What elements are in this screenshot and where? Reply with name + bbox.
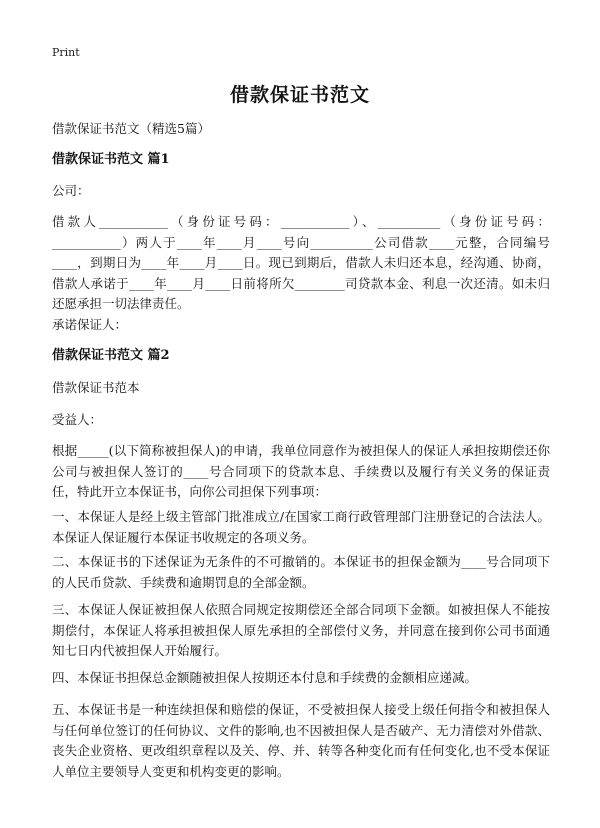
section-2-item-2: 二、本保证书的下述保证为无条件的不可撤销的。本保证书的担保金额为____号合同项下的人民币贷款、手续费和逾期罚息的全部金额。	[52, 554, 550, 590]
section-2-beneficiary: 受益人：	[52, 412, 103, 427]
section-1-heading: 借款保证书范文 篇1	[52, 152, 170, 167]
section-2-heading: 借款保证书范文 篇2	[52, 348, 170, 363]
section-2-item-3: 三、本保证人保证被担保人依照合同规定按期偿还全部合同项下金额。如被担保人不能按期偿付，本保证人将承担被担保人原先承担的全部偿付义务，并同意在接到你公司书面通知七日内代被担保人开始履行。	[52, 602, 550, 658]
section-1-signature: 承诺保证人：	[52, 317, 128, 332]
document-subtitle: 借款保证书范文（精选5篇）	[52, 121, 210, 136]
section-2-subheading: 借款保证书范本	[52, 380, 140, 395]
section-1-body: 借款人___________（身份证号码：___________）、__________（身份证号码：___________）两人于____年____月____号向__________公司借款____元整，合同编号____，到期日为____年____月____日。现已到期后，借款人未归还本息，经沟通、协商，借款人承诺于____年____月____日前将所欠________司贷款本金、利息一次还清。如未归还愿承担一切法律责任。	[52, 214, 550, 311]
section-2-intro: 根据_____(以下简称被担保人)的申请，我单位同意作为被担保人的保证人承担按期偿还你公司与被担保人签订的____号合同项下的贷款本息、手续费以及履行有关义务的保证责任，特此开立本保证书，向你公司担保下列事项：	[52, 443, 550, 499]
document-title: 借款保证书范文	[229, 84, 370, 106]
section-2-item-5: 五、本保证书是一种连续担保和赔偿的保证，不受被担保人接受上级任何指令和被担保人与任何单位签订的任何协议、文件的影响,也不因被担保人是否破产、无力清偿对外借款、丧失企业资格、更改组织章程以及关、停、并、转等各种变化而有任何变化,也不受本保证人单位主要领导人变更和机构变更的影响。	[52, 702, 550, 779]
section-2-item-1: 一、本保证人是经上级主管部门批准成立/在国家工商行政管理部门注册登记的合法法人。本保证人保证履行本保证书收规定的各项义务。	[52, 509, 550, 545]
print-label: Print	[52, 46, 80, 59]
section-1-salutation: 公司：	[52, 183, 90, 198]
section-2-item-4: 四、本保证书担保总金额随被担保人按期还本付息和手续费的金额相应递减。	[52, 670, 478, 685]
